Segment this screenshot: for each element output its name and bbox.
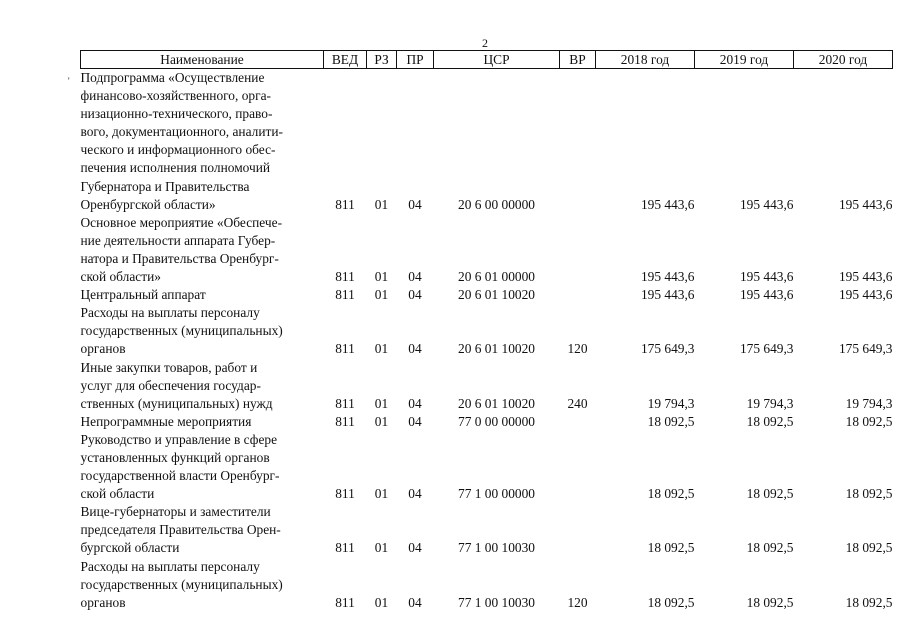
column-header-2020: 2020 год: [794, 51, 893, 69]
cell-rz: 01: [374, 269, 389, 285]
cell-name: [81, 431, 324, 503]
cell-vr: [560, 413, 596, 431]
name-line: Расходы на выплаты персоналу: [80, 305, 260, 321]
column-header-2019: 2019 год: [695, 51, 794, 69]
cell-ved: 811: [335, 269, 355, 285]
cell-name: [81, 69, 324, 214]
name-line: Руководство и управление в сфере: [80, 431, 278, 447]
table-row: [81, 286, 893, 304]
name-line: ческого и информационного обес-: [80, 142, 276, 158]
name-line: ние деятельности аппарата Губер-: [80, 232, 276, 248]
cell-rz: 01: [374, 287, 389, 303]
cell-2020: 18 092,5: [845, 413, 893, 429]
name-line: председателя Правительства Орен-: [80, 522, 281, 538]
name-line: государственных (муниципальных): [80, 576, 283, 592]
name-line: Вице-губернаторы и заместители: [80, 504, 271, 520]
column-header-ved: ВЕД: [324, 51, 367, 69]
name-line: Непрограммные мероприятия: [80, 413, 252, 429]
cell-vr: 240: [567, 395, 588, 411]
name-line: вого, документационного, аналити-: [80, 124, 283, 140]
cell-csr: 20 6 01 00000: [458, 269, 535, 285]
cell-csr: 20 6 01 10020: [458, 287, 535, 303]
budget-table: [80, 50, 893, 612]
name-line: ской области: [80, 486, 155, 502]
name-line: финансово-хозяйственного, орга-: [80, 88, 271, 104]
cell-2020: 19 794,3: [845, 395, 893, 411]
cell-csr: 77 1 00 00000: [458, 486, 535, 502]
cell-rz: 01: [374, 196, 389, 212]
cell-2019: 18 092,5: [746, 594, 794, 610]
column-header-rz: РЗ: [367, 51, 397, 69]
header-row: [81, 51, 893, 69]
cell-2019: 19 794,3: [746, 395, 794, 411]
name-line: ской области»: [80, 269, 161, 285]
name-line: низационно-технического, право-: [80, 106, 273, 122]
name-line: натора и Правительства Оренбург-: [80, 250, 279, 266]
cell-2018: 19 794,3: [647, 395, 695, 411]
name-line: Центральный аппарат: [80, 287, 206, 303]
table-row: [81, 503, 893, 557]
cell-name: [81, 558, 324, 612]
cell-pr: 04: [408, 395, 422, 411]
name-line: печения исполнения полномочий: [80, 160, 271, 176]
cell-ved: 811: [335, 196, 355, 212]
cell-ved: 811: [335, 594, 355, 610]
cell-csr: 20 6 00 00000: [458, 196, 535, 212]
cell-csr: 20 6 01 10020: [458, 395, 535, 411]
name-line: бургской области: [80, 540, 180, 556]
cell-2020: 195 443,6: [838, 196, 893, 212]
cell-name: [81, 304, 324, 358]
cell-csr: 77 0 00 00000: [458, 413, 535, 429]
column-header-csr: ЦСР: [434, 51, 560, 69]
cell-2020: 18 092,5: [845, 540, 893, 556]
cell-2018: 18 092,5: [647, 540, 695, 556]
cell-vr: [560, 69, 596, 214]
cell-ved: 811: [335, 413, 355, 429]
cell-rz: 01: [374, 395, 389, 411]
cell-2020: 175 649,3: [838, 341, 893, 357]
cell-2018: 18 092,5: [647, 486, 695, 502]
cell-2020: 195 443,6: [838, 287, 893, 303]
table-row: [81, 558, 893, 612]
column-header-name: Наименование: [81, 51, 324, 69]
stray-mark: ': [68, 76, 70, 86]
cell-2020: 18 092,5: [845, 486, 893, 502]
cell-2018: 175 649,3: [640, 341, 695, 357]
name-line: государственной власти Оренбург-: [80, 468, 280, 484]
cell-pr: 04: [408, 196, 422, 212]
column-header-vr: ВР: [560, 51, 596, 69]
cell-vr: 120: [567, 594, 588, 610]
cell-ved: 811: [335, 486, 355, 502]
name-line: Подпрограмма «Осуществление: [80, 70, 265, 85]
cell-rz: 01: [374, 486, 389, 502]
cell-ved: 811: [335, 395, 355, 411]
cell-2019: 18 092,5: [746, 413, 794, 429]
cell-name: [81, 214, 324, 286]
cell-vr: [560, 214, 596, 286]
cell-vr: [560, 286, 596, 304]
cell-rz: 01: [374, 341, 389, 357]
name-line: Иные закупки товаров, работ и: [80, 359, 258, 375]
cell-2018: 195 443,6: [640, 196, 695, 212]
table-row: [81, 214, 893, 286]
table-row: [81, 359, 893, 413]
cell-2018: 195 443,6: [640, 287, 695, 303]
name-line: государственных (муниципальных): [80, 323, 283, 339]
cell-ved: 811: [335, 287, 355, 303]
table-row: [81, 69, 893, 214]
cell-2019: 18 092,5: [746, 540, 794, 556]
cell-ved: 811: [335, 540, 355, 556]
name-line: услуг для обеспечения государ-: [80, 377, 261, 393]
name-line: органов: [80, 594, 126, 610]
column-header-2018: 2018 год: [596, 51, 695, 69]
cell-2019: 195 443,6: [739, 287, 794, 303]
cell-name: [81, 503, 324, 557]
cell-csr: 77 1 00 10030: [458, 594, 535, 610]
table-header: [81, 51, 893, 69]
name-line: Губернатора и Правительства: [80, 178, 250, 194]
cell-2019: 18 092,5: [746, 486, 794, 502]
cell-rz: 01: [374, 413, 389, 429]
cell-2019: 195 443,6: [739, 269, 794, 285]
cell-rz: 01: [374, 540, 389, 556]
cell-csr: 20 6 01 10020: [458, 341, 535, 357]
cell-ved: 811: [335, 341, 355, 357]
column-header-pr: ПР: [397, 51, 434, 69]
name-line: ственных (муниципальных) нужд: [80, 395, 273, 411]
cell-pr: 04: [408, 287, 422, 303]
name-line: установленных функций органов: [80, 449, 270, 465]
cell-pr: 04: [408, 540, 422, 556]
cell-name: [81, 286, 324, 304]
table-row: [81, 413, 893, 431]
table-row: [81, 304, 893, 358]
cell-2018: 18 092,5: [647, 413, 695, 429]
cell-name: [81, 359, 324, 413]
cell-2018: 18 092,5: [647, 594, 695, 610]
table-row: [81, 431, 893, 503]
cell-2020: 195 443,6: [838, 269, 893, 285]
cell-pr: 04: [408, 413, 422, 429]
cell-2018: 195 443,6: [640, 269, 695, 285]
cell-pr: 04: [408, 594, 422, 610]
cell-rz: 01: [374, 594, 389, 610]
cell-vr: [560, 431, 596, 503]
cell-csr: 77 1 00 10030: [458, 540, 535, 556]
name-line: Оренбургской области»: [80, 196, 216, 212]
cell-vr: 120: [567, 341, 588, 357]
page-number: 2: [482, 36, 488, 50]
name-line: органов: [80, 341, 126, 357]
cell-pr: 04: [408, 341, 422, 357]
name-line: Расходы на выплаты персоналу: [80, 558, 260, 574]
cell-pr: 04: [408, 269, 422, 285]
name-line: Основное мероприятие «Обеспече-: [80, 214, 283, 230]
cell-vr: [560, 503, 596, 557]
table-body: [81, 69, 893, 612]
cell-2020: 18 092,5: [845, 594, 893, 610]
cell-name: [81, 413, 324, 431]
cell-2019: 175 649,3: [739, 341, 794, 357]
cell-2019: 195 443,6: [739, 196, 794, 212]
cell-pr: 04: [408, 486, 422, 502]
